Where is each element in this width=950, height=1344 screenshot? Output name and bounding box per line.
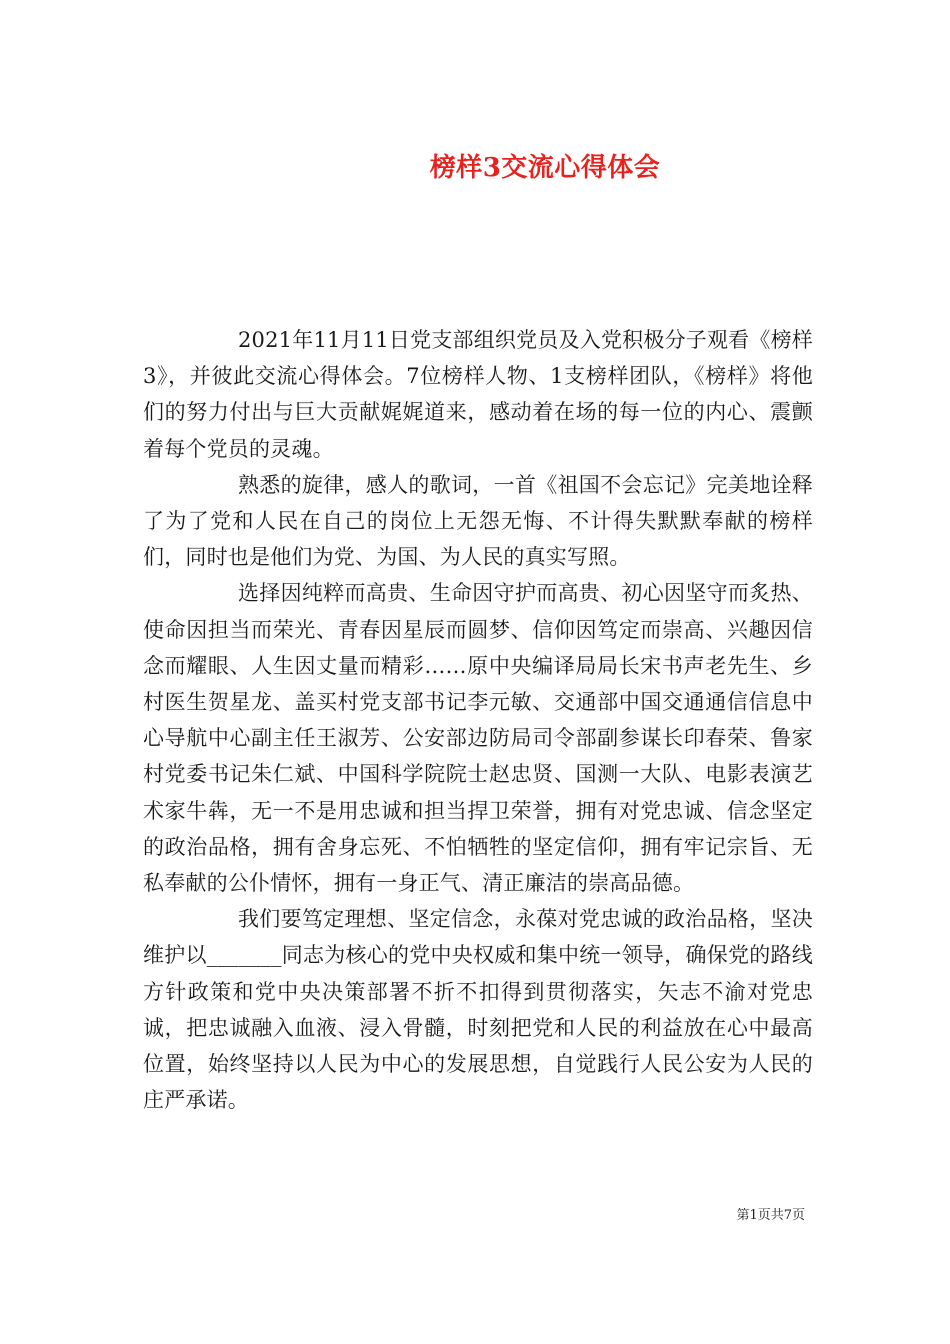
document-body (143, 322, 813, 1118)
paragraph-2: 熟悉的旋律，感人的歌词，一首《祖国不会忘记》完美地诠释了为了党和人民在自己的岗位上无怨无悔、不计得失默默奉献的榜样们，同时也是他们为党、为国、为人民的真实写照。 (143, 472, 813, 570)
document-title: 榜样3交流心得体会 (429, 153, 661, 184)
paragraph-3: 选择因纯粹而高贵、生命因守护而高贵、初心因坚守而炙热、使命因担当而荣光、青春因星辰而圆梦、信仰因笃定而崇高、兴趣因信念而耀眼、人生因丈量而精彩……原中央编译局局长宋书声老先生、乡村医生贺星龙、盖买村党支部书记李元敏、交通部中国交通通信信息中心导航中心副主任王淑芳、公安部边防局司令部副参谋长印春荣、鲁家村党委书记朱仁斌、中国科学院院士赵忠贤、国测一大队、电影表演艺术家牛犇，无一不是用忠诚和担当捍卫荣誉，拥有对党忠诚、信念坚定的政治品格，拥有舍身忘死、不怕牺牲的坚定信仰，拥有牢记宗旨、无私奉献的公仆情怀，拥有一身正气、清正廉洁的崇高品德。 (143, 581, 813, 896)
paragraph-1: 2021年11月11日党支部组织党员及入党积极分子观看《榜样3》，并彼此交流心得体会。7位榜样人物、1支榜样团队，《榜样》将他们的努力付出与巨大贡献娓娓道来，感动着在场的每一位的内心、震颤着每个党员的灵魂。 (143, 328, 813, 461)
page-number-footer: 第1页共7页 (736, 1208, 805, 1223)
paragraph-4: 我们要笃定理想、坚定信念，永葆对党忠诚的政治品格，坚决维护以_______同志为核心的党中央权威和集中统一领导，确保党的路线方针政策和党中央决策部署不折不扣得到贯彻落实，矢志不渝对党忠诚，把忠诚融入血液、浸入骨髓，时刻把党和人民的利益放在心中最高位置，始终坚持以人民为中心的发展思想，自觉践行人民公安为人民的庄严承诺。 (143, 907, 813, 1113)
